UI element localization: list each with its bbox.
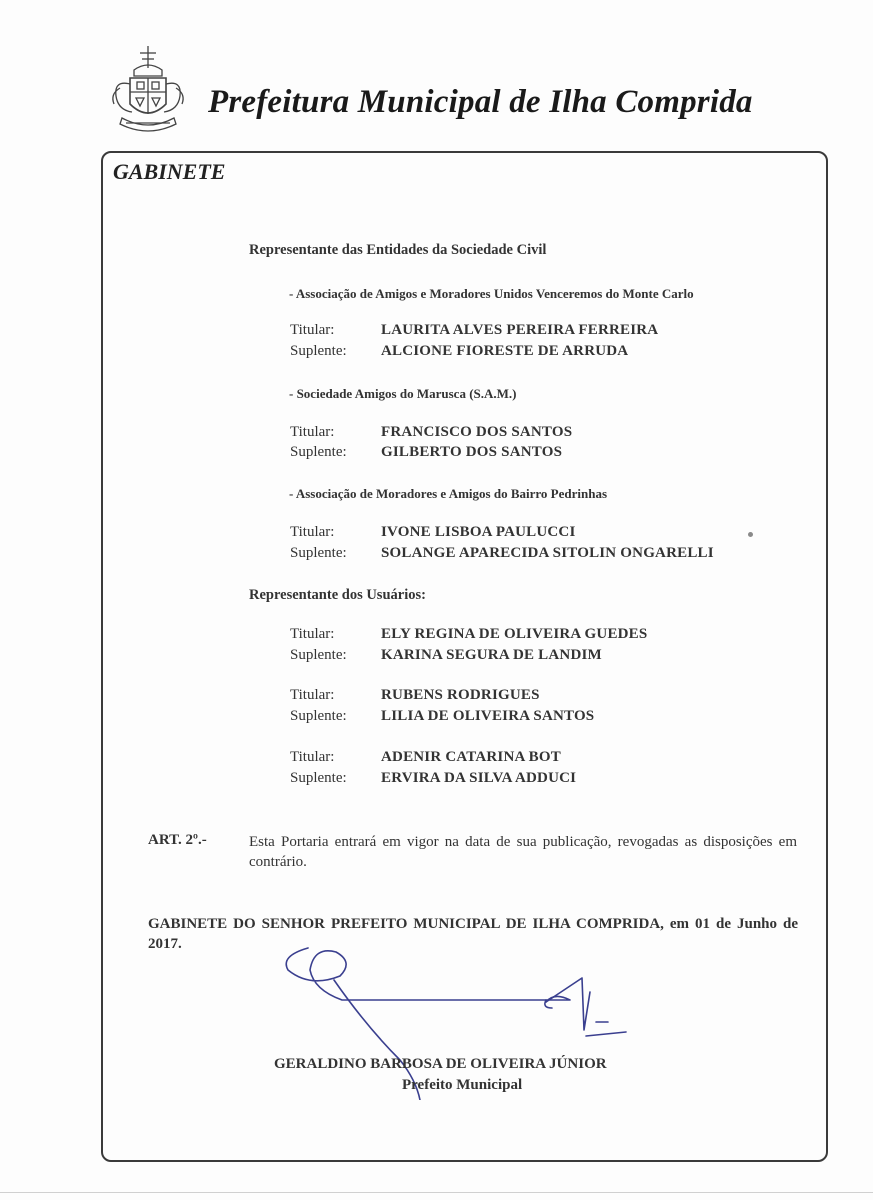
suplente-label: Suplente: xyxy=(290,444,347,460)
entity-name: - Associação de Amigos e Moradores Unidos Venceremos do Monte Carlo xyxy=(289,286,694,301)
suplente-label: Suplente: xyxy=(290,343,347,359)
suplente-label: Suplente: xyxy=(290,647,347,663)
titular-name: LAURITA ALVES PEREIRA FERREIRA xyxy=(381,322,659,338)
titular-label: Titular: xyxy=(290,424,335,440)
section-title: GABINETE xyxy=(113,159,226,184)
suplente-name: SOLANGE APARECIDA SITOLIN ONGARELLI xyxy=(381,545,714,561)
users-heading: Representante dos Usuários: xyxy=(249,587,426,603)
entity-name: - Associação de Moradores e Amigos do Bairro Pedrinhas xyxy=(289,486,608,501)
titular-label: Titular: xyxy=(290,626,335,642)
titular-name: ADENIR CATARINA BOT xyxy=(381,749,561,765)
municipality-title: Prefeitura Municipal de Ilha Comprida xyxy=(208,84,753,120)
page-edge xyxy=(0,1192,873,1193)
article-label: ART. 2º.- xyxy=(148,832,207,848)
suplente-name: ALCIONE FIORESTE DE ARRUDA xyxy=(381,343,629,359)
titular-name: RUBENS RODRIGUES xyxy=(381,687,540,703)
closing-statement: GABINETE DO SENHOR PREFEITO MUNICIPAL DE ILHA COMPRIDA, em 01 de Junho de 2017. xyxy=(148,916,798,952)
civil-society-heading: Representante das Entidades da Sociedade Civil xyxy=(249,242,547,258)
article-text: Esta Portaria entrará em vigor na data de sua publicação, revogadas as disposições em contrário. xyxy=(249,834,797,870)
suplente-name: ERVIRA DA SILVA ADDUCI xyxy=(381,770,577,786)
suplente-label: Suplente: xyxy=(290,545,347,561)
titular-label: Titular: xyxy=(290,524,335,540)
suplente-name: LILIA DE OLIVEIRA SANTOS xyxy=(381,708,595,724)
scan-speck xyxy=(748,532,753,537)
handwritten-signature xyxy=(270,940,640,1100)
titular-name: IVONE LISBOA PAULUCCI xyxy=(381,524,576,540)
signer-name: GERALDINO BARBOSA DE OLIVEIRA JÚNIOR xyxy=(274,1056,607,1072)
titular-label: Titular: xyxy=(290,322,335,338)
suplente-label: Suplente: xyxy=(290,770,347,786)
entity-name: - Sociedade Amigos do Marusca (S.A.M.) xyxy=(289,386,517,401)
suplente-name: KARINA SEGURA DE LANDIM xyxy=(381,647,602,663)
titular-label: Titular: xyxy=(290,749,335,765)
titular-name: FRANCISCO DOS SANTOS xyxy=(381,424,573,440)
suplente-label: Suplente: xyxy=(290,708,347,724)
signer-title: Prefeito Municipal xyxy=(402,1077,523,1093)
municipal-crest-icon xyxy=(106,44,190,136)
titular-name: ELY REGINA DE OLIVEIRA GUEDES xyxy=(381,626,648,642)
suplente-name: GILBERTO DOS SANTOS xyxy=(381,444,563,460)
titular-label: Titular: xyxy=(290,687,335,703)
